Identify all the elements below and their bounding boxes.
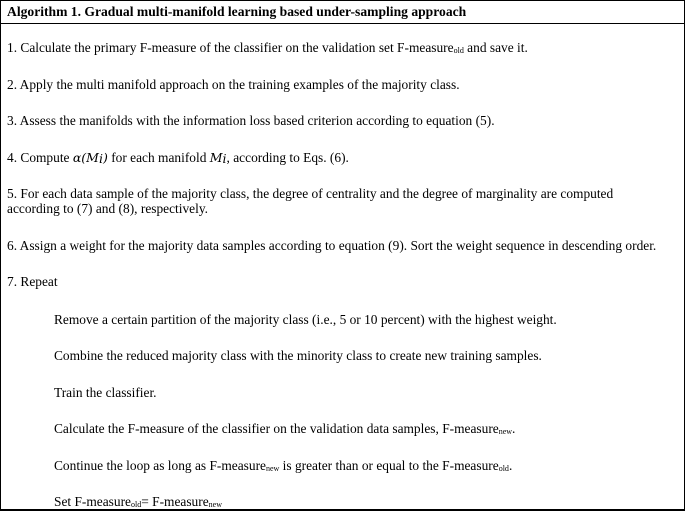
loop-step-remove: Remove a certain partition of the majority class (i.e., 5 or 10 percent) with the highest weight. (54, 312, 557, 327)
step-5-line-1: 5. For each data sample of the majority class, the degree of centrality and the degree of marginality are computed (7, 186, 614, 201)
loop-step-continue: Continue the loop as long as F-measure$_{new}$ is greater than or equal to the F-measure$_{old}$. (54, 458, 513, 473)
step-6: 6. Assign a weight for the majority data samples according to equation (9). Sort the weight sequence in descending order. (7, 238, 657, 253)
loop-step-train: Train the classifier. (54, 385, 157, 400)
step-2: 2. Apply the multi manifold approach on the training examples of the majority class. (7, 77, 460, 92)
loop-step-combine: Combine the reduced majority class with the minority class to create new training samples. (54, 348, 542, 363)
loop-step-calculate: Calculate the F-measure of the classifier on the validation data samples, F-measure$_{new}$. (54, 421, 516, 436)
step-4: 4. Compute $\alpha(M_i)$ for each manifold $M_i$, according to Eqs. (6). (7, 150, 349, 166)
step-7: 7. Repeat (7, 274, 58, 289)
step-1: 1. Calculate the primary F-measure of the classifier on the validation set F-measure$_{old}$ and save it. (7, 40, 528, 55)
title-divider (1, 23, 684, 24)
algorithm-title: Algorithm 1. Gradual multi-manifold learning based under-sampling approach (7, 4, 467, 19)
loop-step-set: Set F-measure$_{old}$= F-measure$_{new}$ (54, 494, 222, 509)
step-5-line-2: according to (7) and (8), respectively. (7, 201, 209, 216)
step-3: 3. Assess the manifolds with the information loss based criterion according to equation (5). (7, 113, 495, 128)
